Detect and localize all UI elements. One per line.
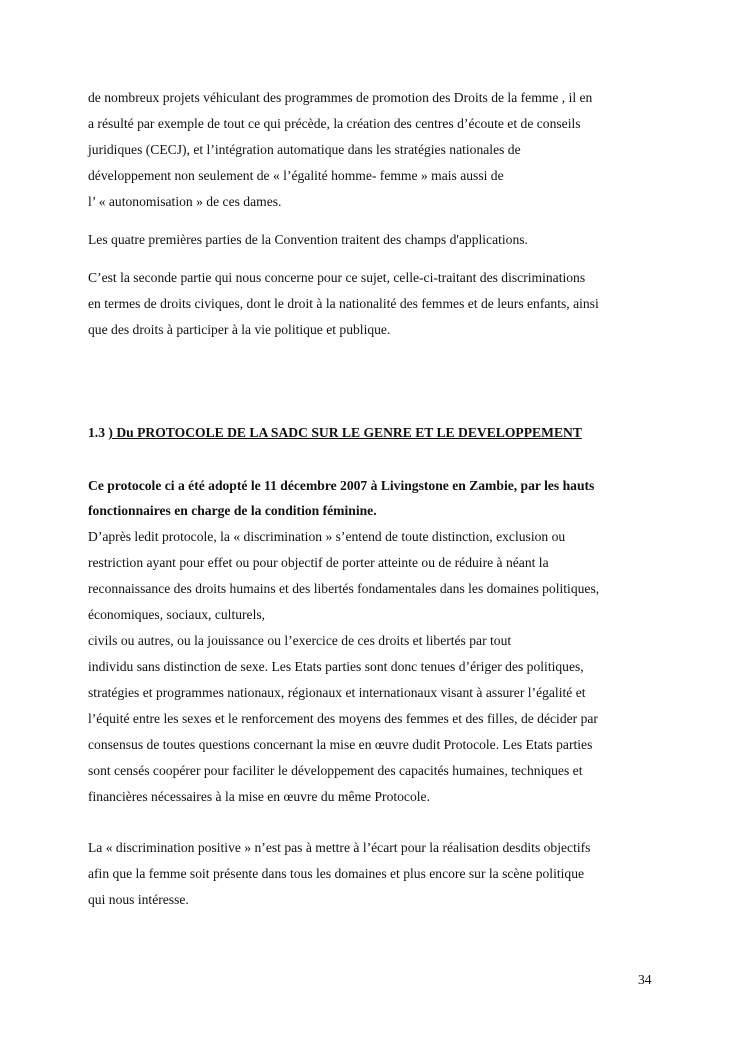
section-number: 1.3 [88, 425, 105, 440]
paragraph-5-line: qui nous intéresse. [88, 892, 189, 907]
paragraph-4-line: économiques, sociaux, culturels, [88, 607, 266, 622]
paragraph-3-line: C’est la seconde partie qui nous concerne pour ce sujet, celle-ci-traitant des discriminations [88, 270, 586, 285]
page-number: 34 [638, 972, 652, 987]
paragraph-1-line: développement non seulement de « l’égalité homme- femme » mais aussi de [88, 168, 504, 183]
paragraph-1-line: juridiques (CECJ), et l’intégration automatique dans les stratégies nationales de [88, 142, 521, 157]
paragraph-1-line: a résulté par exemple de tout ce qui précède, la création des centres d’écoute et de conseils [88, 116, 581, 131]
paragraph-2: Les quatre premières parties de la Convention traitent des champs d'applications. [88, 232, 528, 247]
section-heading [88, 425, 582, 441]
paragraph-4-line: reconnaissance des droits humains et des libertés fondamentales dans les domaines politiques, [88, 581, 600, 596]
paragraph-4-line: D’après ledit protocole, la « discrimination » s’entend de toute distinction, exclusion ou [88, 529, 566, 544]
paragraph-5-line: La « discrimination positive » n’est pas à mettre à l’écart pour la réalisation desdits objectifs [88, 840, 591, 855]
paragraph-1-line: de nombreux projets véhiculant des programmes de promotion des Droits de la femme , il en [88, 90, 593, 105]
paragraph-4-line: individu sans distinction de sexe. Les Etats parties sont donc tenues d’ériger des politiques, [88, 659, 584, 674]
section-title: ) Du PROTOCOLE DE LA SADC SUR LE GENRE ET LE DEVELOPPEMENT [108, 425, 582, 440]
paragraph-4-line: civils ou autres, ou la jouissance ou l’exercice de ces droits et libertés par tout [88, 633, 512, 648]
paragraph-4-line: restriction ayant pour effet ou pour objectif de porter atteinte ou de réduire à néant la [88, 555, 549, 570]
bold-intro-line: Ce protocole ci a été adopté le 11 décembre 2007 à Livingstone en Zambie, par les hauts [88, 478, 595, 493]
paragraph-4-line: financières nécessaires à la mise en œuvre du même Protocole. [88, 789, 430, 804]
paragraph-4-line: stratégies et programmes nationaux, régionaux et internationaux visant à assurer l’égalité et [88, 685, 586, 700]
paragraph-1-line: l’ « autonomisation » de ces dames. [88, 194, 282, 209]
paragraph-4-line: sont censés coopérer pour faciliter le développement des capacités humaines, techniques et [88, 763, 583, 778]
paragraph-4-line: consensus de toutes questions concernant la mise en œuvre dudit Protocole. Les Etats parties [88, 737, 593, 752]
paragraph-3-line: que des droits à participer à la vie politique et publique. [88, 322, 391, 337]
bold-intro-line: fonctionnaires en charge de la condition féminine. [88, 503, 377, 518]
paragraph-4-line: l’équité entre les sexes et le renforcement des moyens des femmes et des filles, de décider par [88, 711, 598, 726]
paragraph-3-line: en termes de droits civiques, dont le droit à la nationalité des femmes et de leurs enfants, ainsi [88, 296, 599, 311]
paragraph-5-line: afin que la femme soit présente dans tous les domaines et plus encore sur la scène politique [88, 866, 585, 881]
